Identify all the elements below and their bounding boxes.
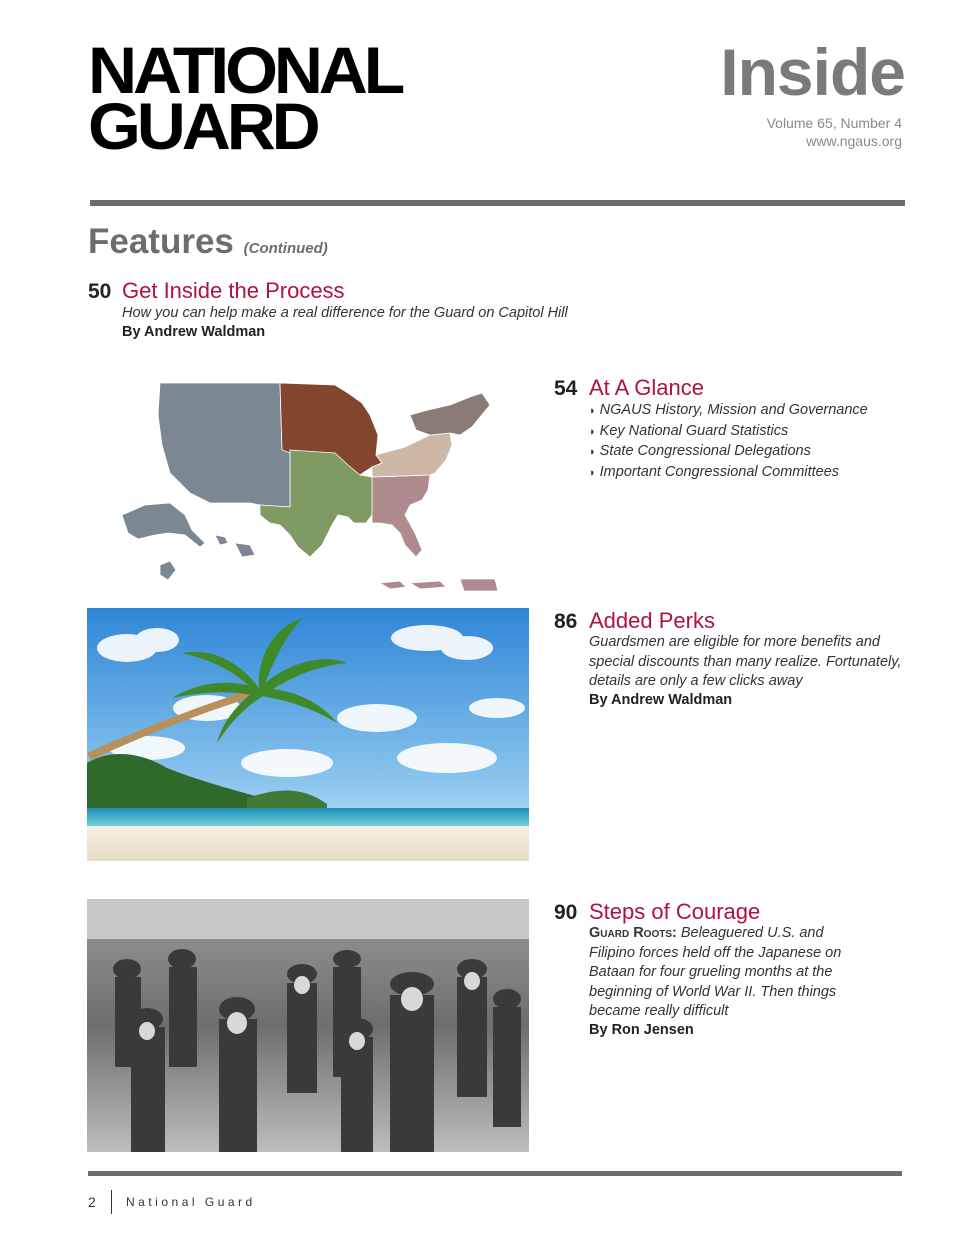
map-region: [122, 503, 205, 547]
article-kicker: Guard Roots:: [589, 925, 677, 941]
article-page-number: 86: [554, 610, 578, 633]
description-line: Guardsmen are eligible for more benefits and: [589, 634, 880, 650]
bullet-icon: ◗: [589, 466, 596, 479]
bullet-icon: ◗: [589, 405, 596, 417]
national-guard-logo: [88, 33, 402, 163]
article-title[interactable]: At A Glance: [589, 375, 704, 400]
article-page-number: 54: [554, 377, 578, 400]
article-description: [589, 924, 841, 1022]
logo-line-1: NATIONAL: [88, 33, 402, 107]
map-region: [460, 579, 498, 591]
description-line: special discounts than many realize. Fortunately,: [589, 653, 902, 670]
article-page-number: 50: [88, 280, 112, 303]
article-title[interactable]: Get Inside the Process: [122, 278, 345, 303]
logo-line-2: GUARD: [88, 89, 317, 163]
article-byline: By Andrew Waldman: [589, 692, 733, 708]
footer-divider: [111, 1190, 112, 1214]
article-title[interactable]: Steps of Courage: [589, 899, 761, 924]
article-description: [589, 633, 901, 692]
page-number: 2: [88, 1194, 96, 1210]
description-line: details are only a few clicks away: [589, 673, 803, 689]
article-bullet-list: [589, 401, 868, 483]
article-title[interactable]: Added Perks: [589, 608, 715, 633]
us-map-image: [110, 375, 505, 600]
beach-photo: [87, 608, 529, 861]
list-item: [589, 401, 868, 422]
features-label: Features: [88, 222, 234, 261]
article-byline: By Andrew Waldman: [122, 324, 266, 340]
website-link[interactable]: www.ngaus.org: [806, 133, 902, 149]
issue-info: [767, 114, 902, 150]
map-region: [158, 383, 290, 507]
map-region: [160, 561, 176, 580]
map-region: [410, 581, 446, 589]
section-title: Inside: [720, 35, 905, 109]
article-page-number: 90: [554, 901, 578, 924]
article-byline: By Ron Jensen: [589, 1022, 694, 1038]
issue-number: Volume 65, Number 4: [766, 115, 902, 131]
bataan-soldiers-photo: [87, 899, 529, 1152]
description-line: Filipino forces held off the Japanese on: [589, 944, 842, 961]
bullet-text: NGAUS History, Mission and Governance: [599, 402, 868, 418]
description-text: Beleaguered U.S. and: [680, 925, 824, 941]
bottom-rule: [88, 1171, 902, 1176]
bullet-text: Key National Guard Statistics: [599, 422, 789, 439]
map-region: [235, 543, 255, 557]
map-region: [215, 535, 228, 545]
bullet-icon: ◗: [589, 425, 596, 438]
list-item: [589, 422, 868, 443]
map-region: [380, 581, 406, 589]
map-region: [372, 433, 452, 477]
description-line: beginning of World War II. Then things: [589, 983, 837, 1000]
list-item: [589, 442, 868, 463]
article-description: How you can help make a real difference for the Guard on Capitol Hill: [122, 305, 568, 321]
list-item: [589, 463, 868, 484]
bullet-text: Important Congressional Committees: [599, 463, 840, 480]
description-line: became really difficult: [589, 1003, 729, 1019]
top-rule: [90, 200, 905, 206]
description-line: Bataan for four grueling months at the: [589, 964, 833, 980]
features-heading: [88, 222, 328, 262]
bullet-text: State Congressional Delegations: [599, 443, 811, 459]
description-line: [589, 924, 841, 944]
map-region: [372, 475, 430, 557]
bullet-icon: ◗: [589, 446, 596, 458]
magazine-name: National Guard: [126, 1195, 256, 1209]
map-region: [410, 393, 490, 435]
continued-label: (Continued): [243, 240, 328, 257]
